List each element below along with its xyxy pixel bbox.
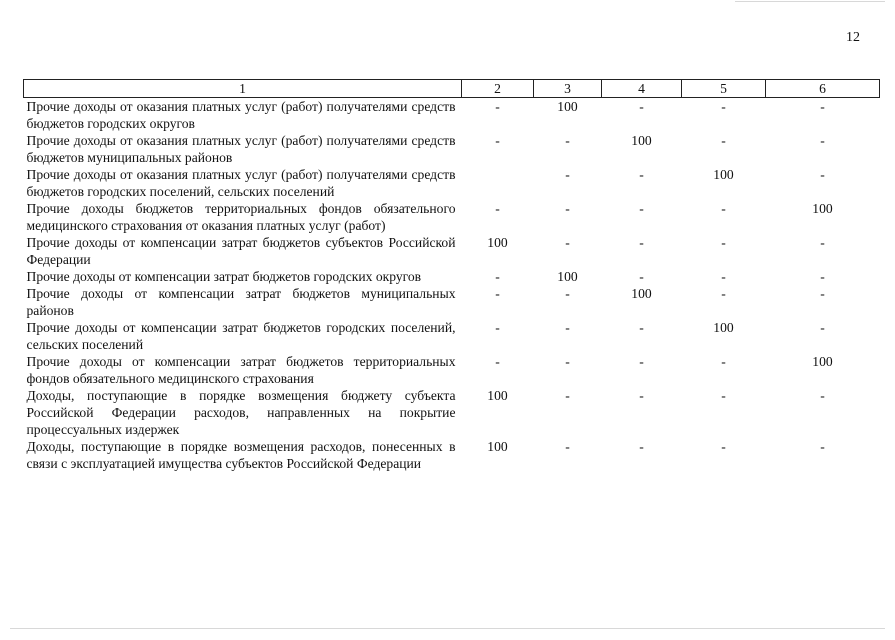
row-value-col-4: 100 xyxy=(631,133,652,148)
row-value-col-5: - xyxy=(721,235,726,250)
row-description: Прочие доходы от компенсации затрат бюджетов территориальных фондов обязательного медицинского страхования xyxy=(26,354,456,386)
row-value-col-3: - xyxy=(565,167,570,182)
row-value-col-5: - xyxy=(721,99,726,114)
header-col-3: 3 xyxy=(534,80,602,98)
row-description: Прочие доходы от оказания платных услуг (работ) получателями средств бюджетов муниципальных районов xyxy=(26,133,456,165)
row-value-col-5: - xyxy=(721,354,726,369)
row-value-col-6: - xyxy=(820,388,825,403)
row-description: Прочие доходы от компенсации затрат бюджетов городских округов xyxy=(26,269,422,284)
header-col-4: 4 xyxy=(602,80,682,98)
row-value-col-5: - xyxy=(721,201,726,216)
row-value-col-2: 100 xyxy=(487,388,508,403)
row-value-col-2: 100 xyxy=(487,235,508,250)
header-row xyxy=(24,80,880,98)
row-value-col-5: 100 xyxy=(713,167,734,182)
row-value-col-4: - xyxy=(639,269,644,284)
row-value-col-3: - xyxy=(565,354,570,369)
row-value-col-6: 100 xyxy=(812,354,833,369)
table-body xyxy=(24,98,880,473)
row-value-col-3: - xyxy=(565,439,570,454)
table-row xyxy=(24,234,880,268)
table-row xyxy=(24,319,880,353)
row-value-col-6: - xyxy=(820,235,825,250)
row-value-col-5: - xyxy=(721,133,726,148)
row-value-col-6: - xyxy=(820,439,825,454)
scan-edge-bottom xyxy=(10,628,885,629)
table-row xyxy=(24,353,880,387)
row-value-col-4: - xyxy=(639,439,644,454)
table-row xyxy=(24,285,880,319)
row-value-col-2: - xyxy=(495,133,500,148)
row-value-col-3: - xyxy=(565,286,570,301)
row-value-col-6: - xyxy=(820,167,825,182)
row-value-col-6: - xyxy=(820,320,825,335)
row-value-col-6: - xyxy=(820,99,825,114)
row-value-col-2: - xyxy=(495,354,500,369)
table-header xyxy=(24,80,880,98)
row-value-col-3: - xyxy=(565,320,570,335)
table-row xyxy=(24,268,880,285)
row-value-col-4: - xyxy=(639,388,644,403)
row-value-col-2: - xyxy=(495,99,500,114)
row-value-col-4: - xyxy=(639,235,644,250)
header-col-2: 2 xyxy=(462,80,534,98)
row-value-col-4: - xyxy=(639,167,644,182)
row-description: Прочие доходы бюджетов территориальных фондов обязательного медицинского страхования от оказания платных услуг (работ) xyxy=(26,201,456,233)
header-col-6: 6 xyxy=(766,80,880,98)
row-description: Прочие доходы от оказания платных услуг (работ) получателями средств бюджетов городских поселений, сельских поселений xyxy=(26,167,456,199)
row-value-col-4: - xyxy=(639,320,644,335)
row-value-col-3: - xyxy=(565,201,570,216)
row-description: Доходы, поступающие в порядке возмещения расходов, понесенных в связи с эксплуатацией имущества субъектов Российской Федерации xyxy=(26,439,456,471)
header-col-5: 5 xyxy=(682,80,766,98)
row-description: Прочие доходы от компенсации затрат бюджетов субъектов Российской Федерации xyxy=(26,235,456,267)
row-value-col-2: - xyxy=(495,269,500,284)
row-description: Прочие доходы от компенсации затрат бюджетов муниципальных районов xyxy=(26,286,456,318)
row-value-col-6: 100 xyxy=(812,201,833,216)
row-value-col-6: - xyxy=(820,269,825,284)
row-value-col-5: - xyxy=(721,269,726,284)
revenue-table xyxy=(23,79,880,472)
row-value-col-4: - xyxy=(639,99,644,114)
row-value-col-3: - xyxy=(565,388,570,403)
row-value-col-5: - xyxy=(721,388,726,403)
row-value-col-3: 100 xyxy=(557,99,578,114)
row-value-col-2: - xyxy=(495,320,500,335)
table-row xyxy=(24,166,880,200)
table-row xyxy=(24,98,880,133)
row-value-col-4: - xyxy=(639,354,644,369)
row-value-col-2 xyxy=(462,166,534,200)
row-value-col-6: - xyxy=(820,286,825,301)
row-value-col-5: - xyxy=(721,286,726,301)
row-value-col-3: 100 xyxy=(557,269,578,284)
row-value-col-4: 100 xyxy=(631,286,652,301)
row-value-col-2: 100 xyxy=(487,439,508,454)
table-row xyxy=(24,438,880,472)
row-value-col-3: - xyxy=(565,133,570,148)
row-description: Прочие доходы от компенсации затрат бюджетов городских поселений, сельских поселений xyxy=(26,320,456,352)
table-row xyxy=(24,387,880,438)
row-value-col-6: - xyxy=(820,133,825,148)
table-row xyxy=(24,132,880,166)
row-value-col-5: - xyxy=(721,439,726,454)
row-value-col-4: - xyxy=(639,201,644,216)
row-description: Прочие доходы от оказания платных услуг (работ) получателями средств бюджетов городских округов xyxy=(26,99,456,131)
scan-edge-top xyxy=(735,1,885,2)
row-value-col-2: - xyxy=(495,286,500,301)
page-number: 12 xyxy=(846,30,860,45)
header-col-1: 1 xyxy=(24,80,462,98)
row-value-col-2: - xyxy=(495,201,500,216)
row-value-col-3: - xyxy=(565,235,570,250)
row-description: Доходы, поступающие в порядке возмещения бюджету субъекта Российской Федерации расходов, направленных на покрытие процессуальных издержек xyxy=(26,388,456,437)
row-value-col-5: 100 xyxy=(713,320,734,335)
table-row xyxy=(24,200,880,234)
